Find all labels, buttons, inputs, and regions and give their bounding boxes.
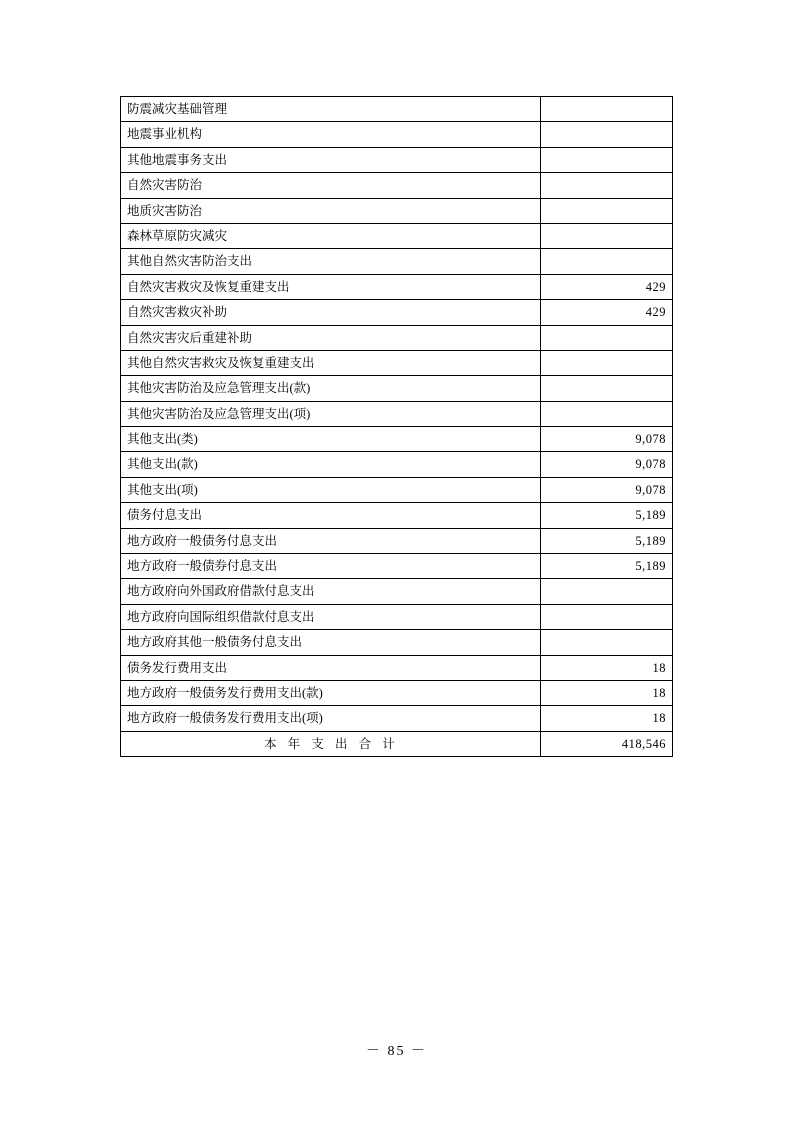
table-row bbox=[121, 274, 673, 299]
row-label: 地质灾害防治 bbox=[121, 198, 541, 223]
table-row bbox=[121, 350, 673, 375]
total-value: 418,546 bbox=[541, 731, 673, 756]
expenditure-table bbox=[120, 96, 673, 757]
row-label: 其他灾害防治及应急管理支出(项) bbox=[121, 401, 541, 426]
table-row bbox=[121, 630, 673, 655]
row-label: 其他支出(款) bbox=[121, 452, 541, 477]
table-row bbox=[121, 554, 673, 579]
row-value bbox=[541, 198, 673, 223]
row-label: 地方政府一般债务发行费用支出(项) bbox=[121, 706, 541, 731]
row-value bbox=[541, 630, 673, 655]
row-label: 森林草原防灾减灾 bbox=[121, 223, 541, 248]
row-value bbox=[541, 249, 673, 274]
table-row bbox=[121, 325, 673, 350]
row-value bbox=[541, 350, 673, 375]
row-value bbox=[541, 173, 673, 198]
row-label: 地方政府一般债务发行费用支出(款) bbox=[121, 680, 541, 705]
row-label: 自然灾害防治 bbox=[121, 173, 541, 198]
row-label: 其他地震事务支出 bbox=[121, 147, 541, 172]
row-value bbox=[541, 97, 673, 122]
row-value: 5,189 bbox=[541, 554, 673, 579]
row-value bbox=[541, 122, 673, 147]
table-row bbox=[121, 173, 673, 198]
row-value: 18 bbox=[541, 655, 673, 680]
row-value: 18 bbox=[541, 706, 673, 731]
row-value bbox=[541, 579, 673, 604]
row-value: 9,078 bbox=[541, 477, 673, 502]
table-row bbox=[121, 604, 673, 629]
row-label: 防震减灾基础管理 bbox=[121, 97, 541, 122]
row-value bbox=[541, 223, 673, 248]
row-value: 18 bbox=[541, 680, 673, 705]
table-row bbox=[121, 300, 673, 325]
table-row bbox=[121, 477, 673, 502]
table-row bbox=[121, 249, 673, 274]
row-label: 地方政府一般债务付息支出 bbox=[121, 528, 541, 553]
row-value bbox=[541, 147, 673, 172]
row-label: 地方政府向国际组织借款付息支出 bbox=[121, 604, 541, 629]
row-label: 自然灾害灾后重建补助 bbox=[121, 325, 541, 350]
row-label: 自然灾害救灾补助 bbox=[121, 300, 541, 325]
table-row bbox=[121, 706, 673, 731]
row-label: 其他自然灾害救灾及恢复重建支出 bbox=[121, 350, 541, 375]
row-value: 9,078 bbox=[541, 452, 673, 477]
table-row bbox=[121, 528, 673, 553]
row-label: 债务发行费用支出 bbox=[121, 655, 541, 680]
table-row bbox=[121, 503, 673, 528]
row-value bbox=[541, 325, 673, 350]
row-label: 其他自然灾害防治支出 bbox=[121, 249, 541, 274]
page-number: － 85 － bbox=[366, 1044, 427, 1059]
table-row bbox=[121, 452, 673, 477]
table-total-row bbox=[121, 731, 673, 756]
table-row bbox=[121, 198, 673, 223]
table-body bbox=[121, 97, 673, 757]
row-label: 其他支出(项) bbox=[121, 477, 541, 502]
row-label: 其他灾害防治及应急管理支出(款) bbox=[121, 376, 541, 401]
row-label: 自然灾害救灾及恢复重建支出 bbox=[121, 274, 541, 299]
table-row bbox=[121, 427, 673, 452]
total-label: 本 年 支 出 合 计 bbox=[121, 731, 541, 756]
row-label: 地震事业机构 bbox=[121, 122, 541, 147]
row-value bbox=[541, 376, 673, 401]
row-value bbox=[541, 401, 673, 426]
table-row bbox=[121, 147, 673, 172]
table-row bbox=[121, 122, 673, 147]
table-row bbox=[121, 655, 673, 680]
row-label: 其他支出(类) bbox=[121, 427, 541, 452]
row-value: 5,189 bbox=[541, 528, 673, 553]
row-value bbox=[541, 604, 673, 629]
table-row bbox=[121, 223, 673, 248]
row-label: 债务付息支出 bbox=[121, 503, 541, 528]
row-value: 5,189 bbox=[541, 503, 673, 528]
row-value: 429 bbox=[541, 274, 673, 299]
table-row bbox=[121, 376, 673, 401]
row-label: 地方政府其他一般债务付息支出 bbox=[121, 630, 541, 655]
table-row bbox=[121, 401, 673, 426]
row-label: 地方政府向外国政府借款付息支出 bbox=[121, 579, 541, 604]
row-value: 9,078 bbox=[541, 427, 673, 452]
row-value: 429 bbox=[541, 300, 673, 325]
table-row bbox=[121, 680, 673, 705]
table-row bbox=[121, 579, 673, 604]
table-row bbox=[121, 97, 673, 122]
row-label: 地方政府一般债券付息支出 bbox=[121, 554, 541, 579]
